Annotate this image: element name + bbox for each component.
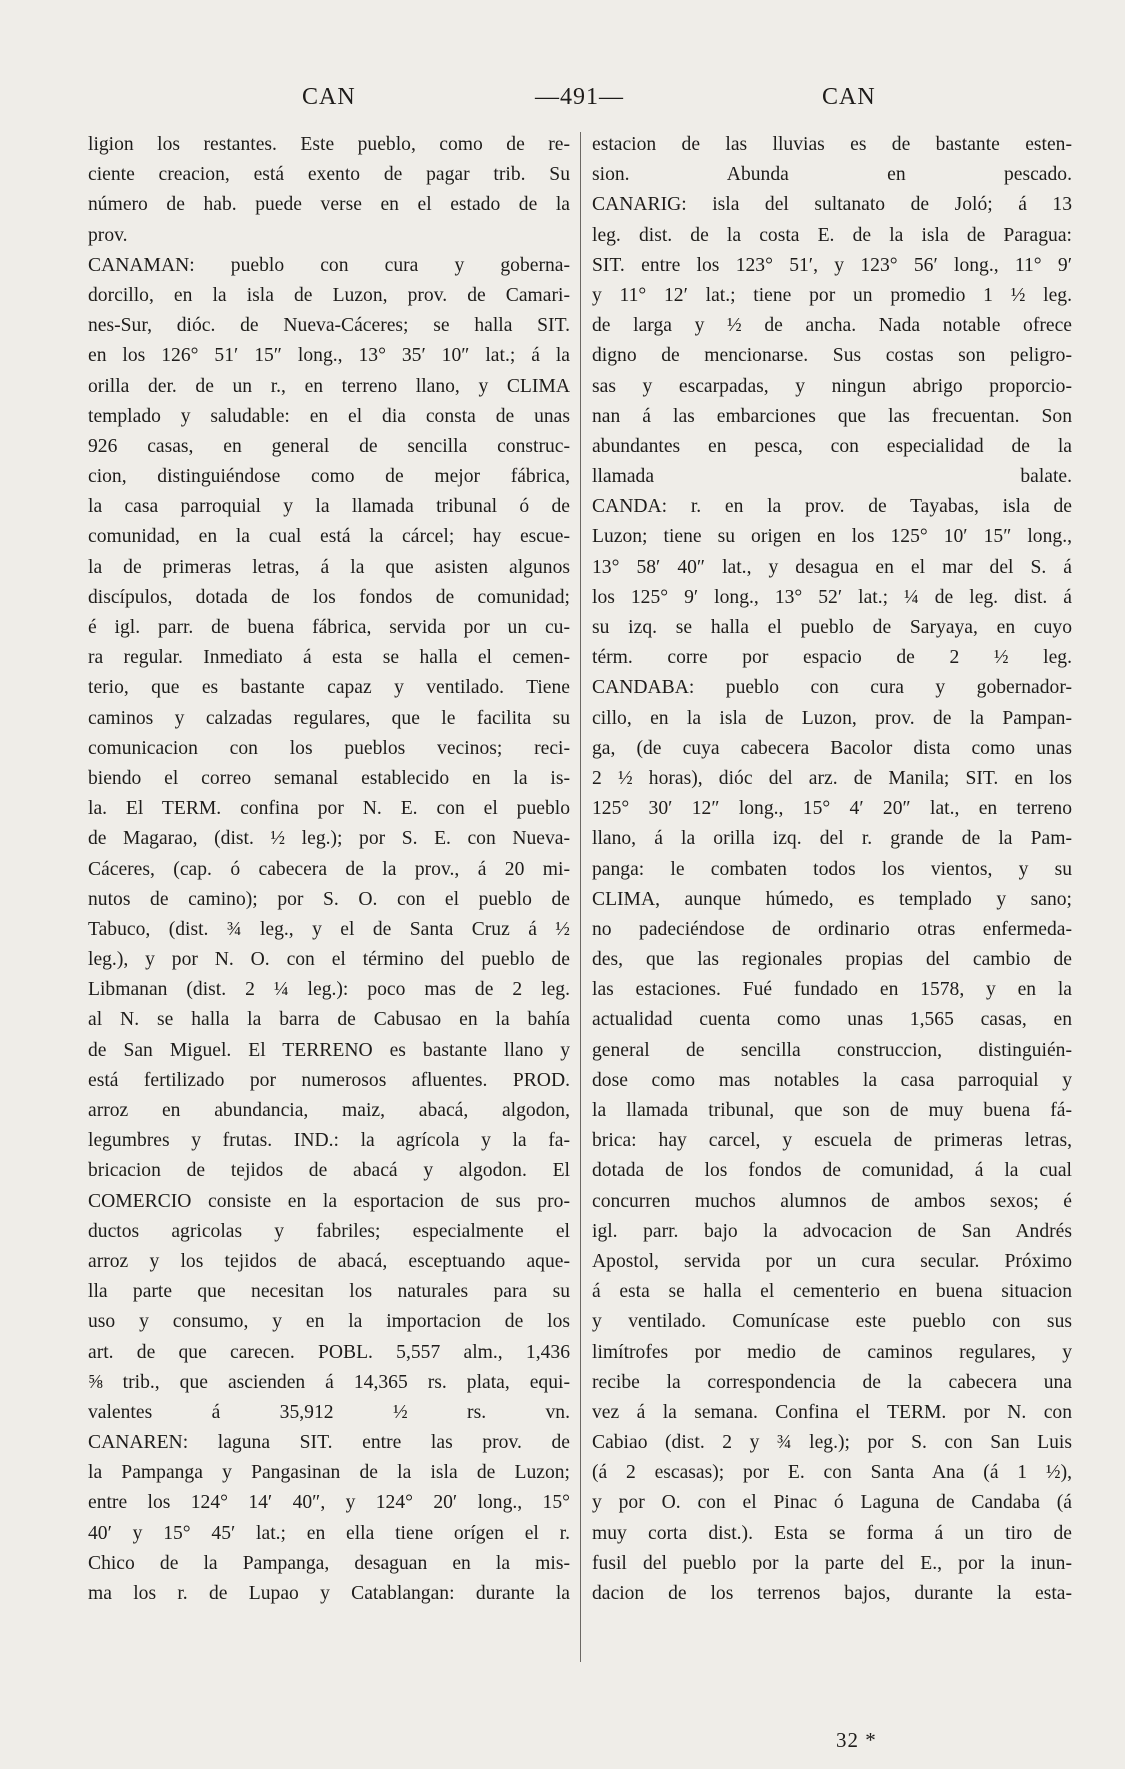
text-line: ra regular. Inmediato á esta se halla el cemen-	[88, 647, 570, 669]
running-header	[0, 84, 1125, 124]
text-line: biendo el correo semanal establecido en la is-	[88, 767, 570, 789]
text-line: 40′ y 15° 45′ lat.; en ella tiene orígen el r.	[88, 1522, 570, 1544]
text-line: leg. dist. de la costa E. de la isla de Paragua:	[592, 224, 1072, 246]
text-line: ductos agricolas y fabriles; especialmente el	[88, 1220, 570, 1242]
page-number: —491—	[535, 84, 624, 110]
text-line: valentes á 35,912 ½ rs. vn.	[88, 1401, 570, 1423]
text-line: caminos y calzadas regulares, que le facilita su	[88, 707, 570, 729]
text-line: sion. Abunda en pescado.	[592, 164, 1072, 186]
left-column	[88, 130, 570, 1609]
right-column	[592, 130, 1072, 1609]
text-line: de larga y ½ de ancha. Nada notable ofrece	[592, 315, 1072, 337]
text-line: CANDABA: pueblo con cura y gobernador-	[592, 677, 1072, 699]
column-divider	[580, 132, 581, 1662]
text-line: Cabiao (dist. 2 y ¾ leg.); por S. con San Luis	[592, 1432, 1072, 1454]
text-line: los 125° 9′ long., 13° 52′ lat.; ¼ de leg. dist. á	[592, 586, 1072, 608]
text-line: dose como mas notables la casa parroquial y	[592, 1069, 1072, 1091]
text-line: cillo, en la isla de Luzon, prov. de la Pampan-	[592, 707, 1072, 729]
text-line: legumbres y frutas. IND.: la agrícola y la fa-	[88, 1130, 570, 1152]
text-line: orilla der. de un r., en terreno llano, y CLIMA	[88, 375, 570, 397]
text-line: ⅝ trib., que ascienden á 14,365 rs. plata, equi-	[88, 1371, 570, 1393]
text-line: CANDA: r. en la prov. de Tayabas, isla de	[592, 496, 1072, 518]
text-line: ga, (de cuya cabecera Bacolor dista como unas	[592, 737, 1072, 759]
text-line: estacion de las lluvias es de bastante esten-	[592, 134, 1072, 155]
text-line: de Magarao, (dist. ½ leg.); por S. E. con Nueva-	[88, 828, 570, 850]
text-line: su izq. se halla el pueblo de Saryaya, en cuyo	[592, 617, 1072, 638]
text-line: ciente creacion, está exento de pagar trib. Su	[88, 164, 570, 186]
text-line: las estaciones. Fué fundado en 1578, y en la	[592, 979, 1072, 1001]
header-left: CAN	[302, 84, 356, 110]
text-line: número de hab. puede verse en el estado de la	[88, 194, 570, 216]
text-line: la. El TERM. confina por N. E. con el pueblo	[88, 798, 570, 820]
text-line: 926 casas, en general de sencilla construc-	[88, 435, 570, 457]
text-line: llamada balate.	[592, 466, 1072, 488]
text-line: é igl. parr. de buena fábrica, servida por un cu-	[88, 617, 570, 638]
text-line: discípulos, dotada de los fondos de comunidad;	[88, 586, 570, 608]
text-line: comunicacion con los pueblos vecinos; reci-	[88, 737, 570, 759]
text-line: Luzon; tiene su origen en los 125° 10′ 15″ long.,	[592, 526, 1072, 548]
text-line: al N. se halla la barra de Cabusao en la bahía	[88, 1009, 570, 1031]
text-line: de San Miguel. El TERRENO es bastante llano y	[88, 1039, 570, 1061]
text-line: brica: hay carcel, y escuela de primeras letras,	[592, 1130, 1072, 1152]
text-line: concurren muchos alumnos de ambos sexos; é	[592, 1190, 1072, 1212]
text-line: recibe la correspondencia de la cabecera una	[592, 1371, 1072, 1393]
text-line: dacion de los terrenos bajos, durante la esta-	[592, 1583, 1072, 1604]
text-line: COMERCIO consiste en la esportacion de sus pro-	[88, 1190, 570, 1212]
text-line: 2 ½ horas), dióc del arz. de Manila; SIT. en los	[592, 767, 1072, 789]
text-line: 125° 30′ 12″ long., 15° 4′ 20″ lat., en terreno	[592, 798, 1072, 820]
text-line: fusil del pueblo por la parte del E., por la inun-	[592, 1552, 1072, 1574]
text-line: ma los r. de Lupao y Catablangan: durante la	[88, 1583, 570, 1604]
text-line: ligion los restantes. Este pueblo, como de re-	[88, 134, 570, 155]
text-line: cion, distinguiéndose como de mejor fábrica,	[88, 466, 570, 488]
text-line: general de sencilla construccion, distinguién-	[592, 1039, 1072, 1061]
text-line: CANAMAN: pueblo con cura y goberna-	[88, 254, 570, 276]
text-line: la llamada tribunal, que son de muy buena fá-	[592, 1100, 1072, 1121]
text-line: muy corta dist.). Esta se forma á un tiro de	[592, 1522, 1072, 1544]
text-line: digno de mencionarse. Sus costas son peligro-	[592, 345, 1072, 367]
text-line: abundantes en pesca, con especialidad de la	[592, 435, 1072, 457]
text-line: térm. corre por espacio de 2 ½ leg.	[592, 647, 1072, 669]
text-line: en los 126° 51′ 15″ long., 13° 35′ 10″ lat.; á la	[88, 345, 570, 367]
text-line: CANAREN: laguna SIT. entre las prov. de	[88, 1432, 570, 1454]
signature-mark: 32 *	[836, 1728, 877, 1752]
text-line: nan á las embarciones que las frecuentan. Son	[592, 405, 1072, 427]
text-line: CANARIG: isla del sultanato de Joló; á 13	[592, 194, 1072, 216]
text-line: igl. parr. bajo la advocacion de San Andrés	[592, 1220, 1072, 1242]
text-line: llano, á la orilla izq. del r. grande de la Pam-	[592, 828, 1072, 850]
text-line: Chico de la Pampanga, desaguan en la mis-	[88, 1552, 570, 1574]
text-line: des, que las regionales propias del cambio de	[592, 949, 1072, 971]
text-line: está fertilizado por numerosos afluentes. PROD.	[88, 1069, 570, 1091]
text-line: la de primeras letras, á la que asisten algunos	[88, 556, 570, 578]
text-line: nutos de camino); por S. O. con el pueblo de	[88, 888, 570, 910]
text-line: y ventilado. Comunícase este pueblo con sus	[592, 1311, 1072, 1333]
text-line: art. de que carecen. POBL. 5,557 alm., 1,436	[88, 1341, 570, 1363]
text-line: SIT. entre los 123° 51′, y 123° 56′ long., 11° 9′	[592, 254, 1072, 276]
text-line: uso y consumo, y en la importacion de los	[88, 1311, 570, 1333]
text-line: dorcillo, en la isla de Luzon, prov. de Camari-	[88, 284, 570, 306]
text-line: CLIMA, aunque húmedo, es templado y sano;	[592, 888, 1072, 910]
text-line: 13° 58′ 40″ lat., y desagua en el mar del S. á	[592, 556, 1072, 578]
text-line: comunidad, en la cual está la cárcel; hay escue-	[88, 526, 570, 548]
text-line: y 11° 12′ lat.; tiene por un promedio 1 ½ leg.	[592, 284, 1072, 306]
text-line: la Pampanga y Pangasinan de la isla de Luzon;	[88, 1462, 570, 1484]
text-line: leg.), y por N. O. con el término del pueblo de	[88, 949, 570, 971]
text-line: terio, que es bastante capaz y ventilado. Tiene	[88, 677, 570, 699]
text-line: templado y saludable: en el dia consta de unas	[88, 405, 570, 427]
text-line: prov.	[88, 224, 128, 246]
text-line: la casa parroquial y la llamada tribunal ó de	[88, 496, 570, 518]
header-right: CAN	[822, 84, 876, 110]
text-line: bricacion de tejidos de abacá y algodon. El	[88, 1160, 570, 1182]
text-line: Libmanan (dist. 2 ¼ leg.): poco mas de 2 leg.	[88, 979, 570, 1001]
text-line: á esta se halla el cementerio en buena situacion	[592, 1281, 1072, 1303]
text-line: no padeciéndose de ordinario otras enfermeda-	[592, 918, 1072, 940]
text-line: vez á la semana. Confina el TERM. por N. con	[592, 1401, 1072, 1423]
text-line: Apostol, servida por un cura secular. Próximo	[592, 1250, 1072, 1272]
text-line: actualidad cuenta como unas 1,565 casas, en	[592, 1009, 1072, 1031]
text-line: arroz en abundancia, maiz, abacá, algodon,	[88, 1100, 570, 1121]
text-line: arroz y los tejidos de abacá, esceptuando aque-	[88, 1250, 570, 1272]
text-line: nes-Sur, dióc. de Nueva-Cáceres; se halla SIT.	[88, 315, 570, 337]
text-line: (á 2 escasas); por E. con Santa Ana (á 1 ½),	[592, 1462, 1072, 1484]
text-line: Cáceres, (cap. ó cabecera de la prov., á 20 mi-	[88, 858, 570, 880]
text-line: lla parte que necesitan los naturales para su	[88, 1281, 570, 1303]
text-line: Tabuco, (dist. ¾ leg., y el de Santa Cruz á ½	[88, 918, 570, 940]
text-line: limítrofes por medio de caminos regulares, y	[592, 1341, 1072, 1363]
text-line: dotada de los fondos de comunidad, á la cual	[592, 1160, 1072, 1182]
text-line: panga: le combaten todos los vientos, y su	[592, 858, 1072, 880]
text-line: sas y escarpadas, y ningun abrigo proporcio-	[592, 375, 1072, 397]
text-line: entre los 124° 14′ 40″, y 124° 20′ long., 15°	[88, 1492, 570, 1514]
text-line: y por O. con el Pinac ó Laguna de Candaba (á	[592, 1492, 1072, 1514]
